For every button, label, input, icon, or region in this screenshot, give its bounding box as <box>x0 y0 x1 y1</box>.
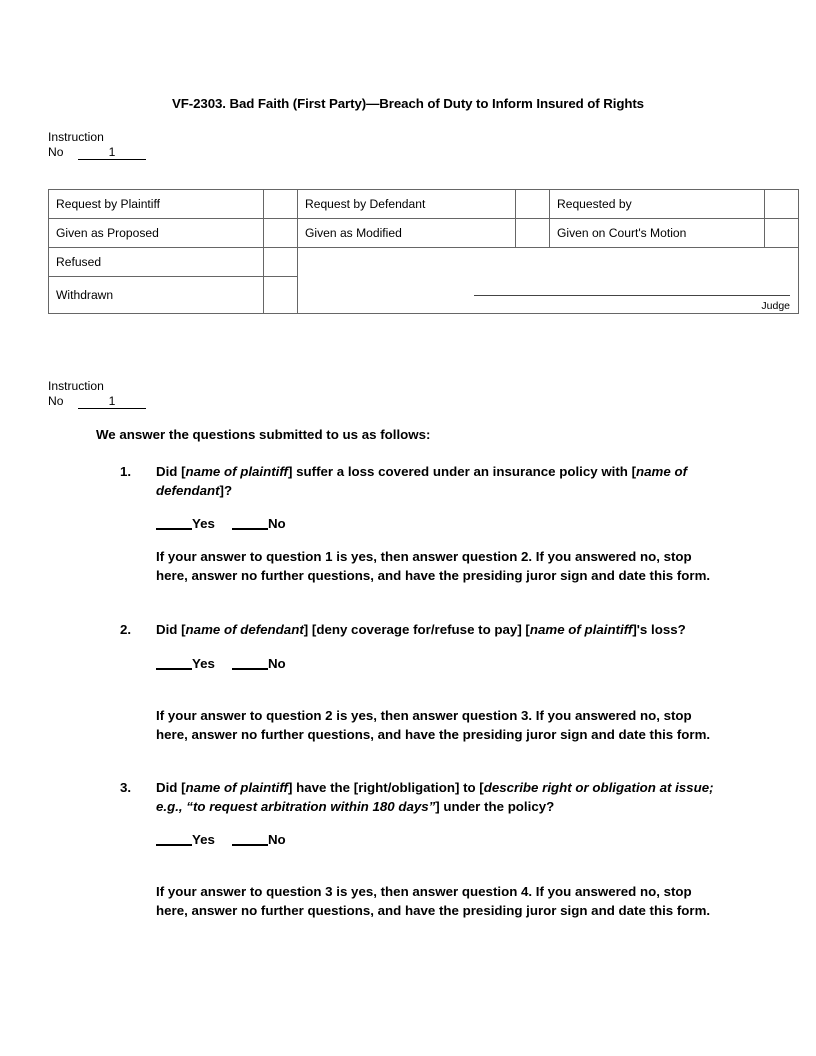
cell-request-by-defendant: Request by Defendant <box>298 190 516 219</box>
question-3 <box>120 779 720 850</box>
question-1-number: 1. <box>120 464 132 479</box>
instruction-number-field-bottom[interactable]: 1 <box>78 394 146 409</box>
cell-request-by-plaintiff: Request by Plaintiff <box>49 190 264 219</box>
cell-given-on-courts-motion: Given on Court's Motion <box>550 219 765 248</box>
instruction-number-field-top[interactable]: 1 <box>78 145 146 160</box>
checkbox-refused[interactable] <box>264 248 298 277</box>
question-1-yes-label: Yes <box>192 516 215 531</box>
checkbox-requested-by[interactable] <box>765 190 799 219</box>
question-2-yes-label: Yes <box>192 655 215 671</box>
question-2-answer-row <box>156 655 720 674</box>
checkbox-request-by-plaintiff[interactable] <box>264 190 298 219</box>
cell-refused: Refused <box>49 248 264 277</box>
verdict-heading: We answer the questions submitted to us as follows: <box>96 427 431 442</box>
instruction-label-bottom: Instruction <box>48 379 104 393</box>
checkbox-withdrawn[interactable] <box>264 277 298 314</box>
judge-signature-area <box>298 248 799 314</box>
question-1-no-label: No <box>267 516 286 531</box>
question-3-yes-label: Yes <box>192 832 215 847</box>
table-row <box>49 219 799 248</box>
question-3-number: 3. <box>120 780 132 795</box>
question-3-answer-row <box>156 831 720 850</box>
question-1-no-blank[interactable] <box>232 528 268 530</box>
question-2 <box>120 621 720 673</box>
question-2-yes-blank[interactable] <box>156 668 192 670</box>
ruling-table <box>48 189 799 314</box>
instruction-no-label-bottom: No <box>48 394 64 408</box>
question-2-no-blank[interactable] <box>232 668 268 670</box>
question-2-number: 2. <box>120 622 132 637</box>
question-2-text: Did [name of defendant] [deny coverage for/refuse to pay] [name of plaintiff]'s loss? <box>156 622 686 637</box>
question-3-note: If your answer to question 3 is yes, then answer question 4. If you answered no, stop here, answer no further questions, and have the presiding juror sign and date this form. <box>156 884 711 918</box>
question-1-yes-blank[interactable] <box>156 528 192 530</box>
cell-given-as-modified: Given as Modified <box>298 219 516 248</box>
table-row <box>49 190 799 219</box>
judge-signature-line[interactable] <box>474 295 790 296</box>
question-3-no-blank[interactable] <box>232 844 268 846</box>
question-1 <box>120 463 720 534</box>
cell-withdrawn: Withdrawn <box>49 277 264 314</box>
question-3-no-label: No <box>267 832 286 847</box>
signature-wrapper <box>298 248 798 313</box>
instruction-number-bottom <box>48 379 146 409</box>
question-3-yes-blank[interactable] <box>156 844 192 846</box>
table-row <box>49 248 799 277</box>
checkbox-request-by-defendant[interactable] <box>516 190 550 219</box>
checkbox-given-on-courts-motion[interactable] <box>765 219 799 248</box>
checkbox-given-as-modified[interactable] <box>516 219 550 248</box>
question-3-text: Did [name of plaintiff] have the [right/obligation] to [describe right or obligation at issue; e.g., “to request arbitration within 180 days”] under the policy? <box>156 780 714 814</box>
cell-requested-by: Requested by <box>550 190 765 219</box>
cell-given-as-proposed: Given as Proposed <box>49 219 264 248</box>
checkbox-given-as-proposed[interactable] <box>264 219 298 248</box>
instruction-label-top: Instruction <box>48 130 104 144</box>
question-1-answer-row <box>156 515 720 534</box>
instruction-no-label-top: No <box>48 145 64 159</box>
question-2-note: If your answer to question 2 is yes, then answer question 3. If you answered no, stop here, answer no further questions, and have the presiding juror sign and date this form. <box>156 708 711 742</box>
page-title: VF-2303. Bad Faith (First Party)—Breach of Duty to Inform Insured of Rights <box>172 96 644 111</box>
question-1-text: Did [name of plaintiff] suffer a loss covered under an insurance policy with [name of defendant]? <box>156 464 688 498</box>
question-2-no-label: No <box>267 655 286 671</box>
judge-signature-caption: Judge <box>761 300 790 312</box>
instruction-number-top <box>48 130 146 160</box>
question-1-note: If your answer to question 1 is yes, then answer question 2. If you answered no, stop here, answer no further questions, and have the presiding juror sign and date this form. <box>156 549 711 583</box>
